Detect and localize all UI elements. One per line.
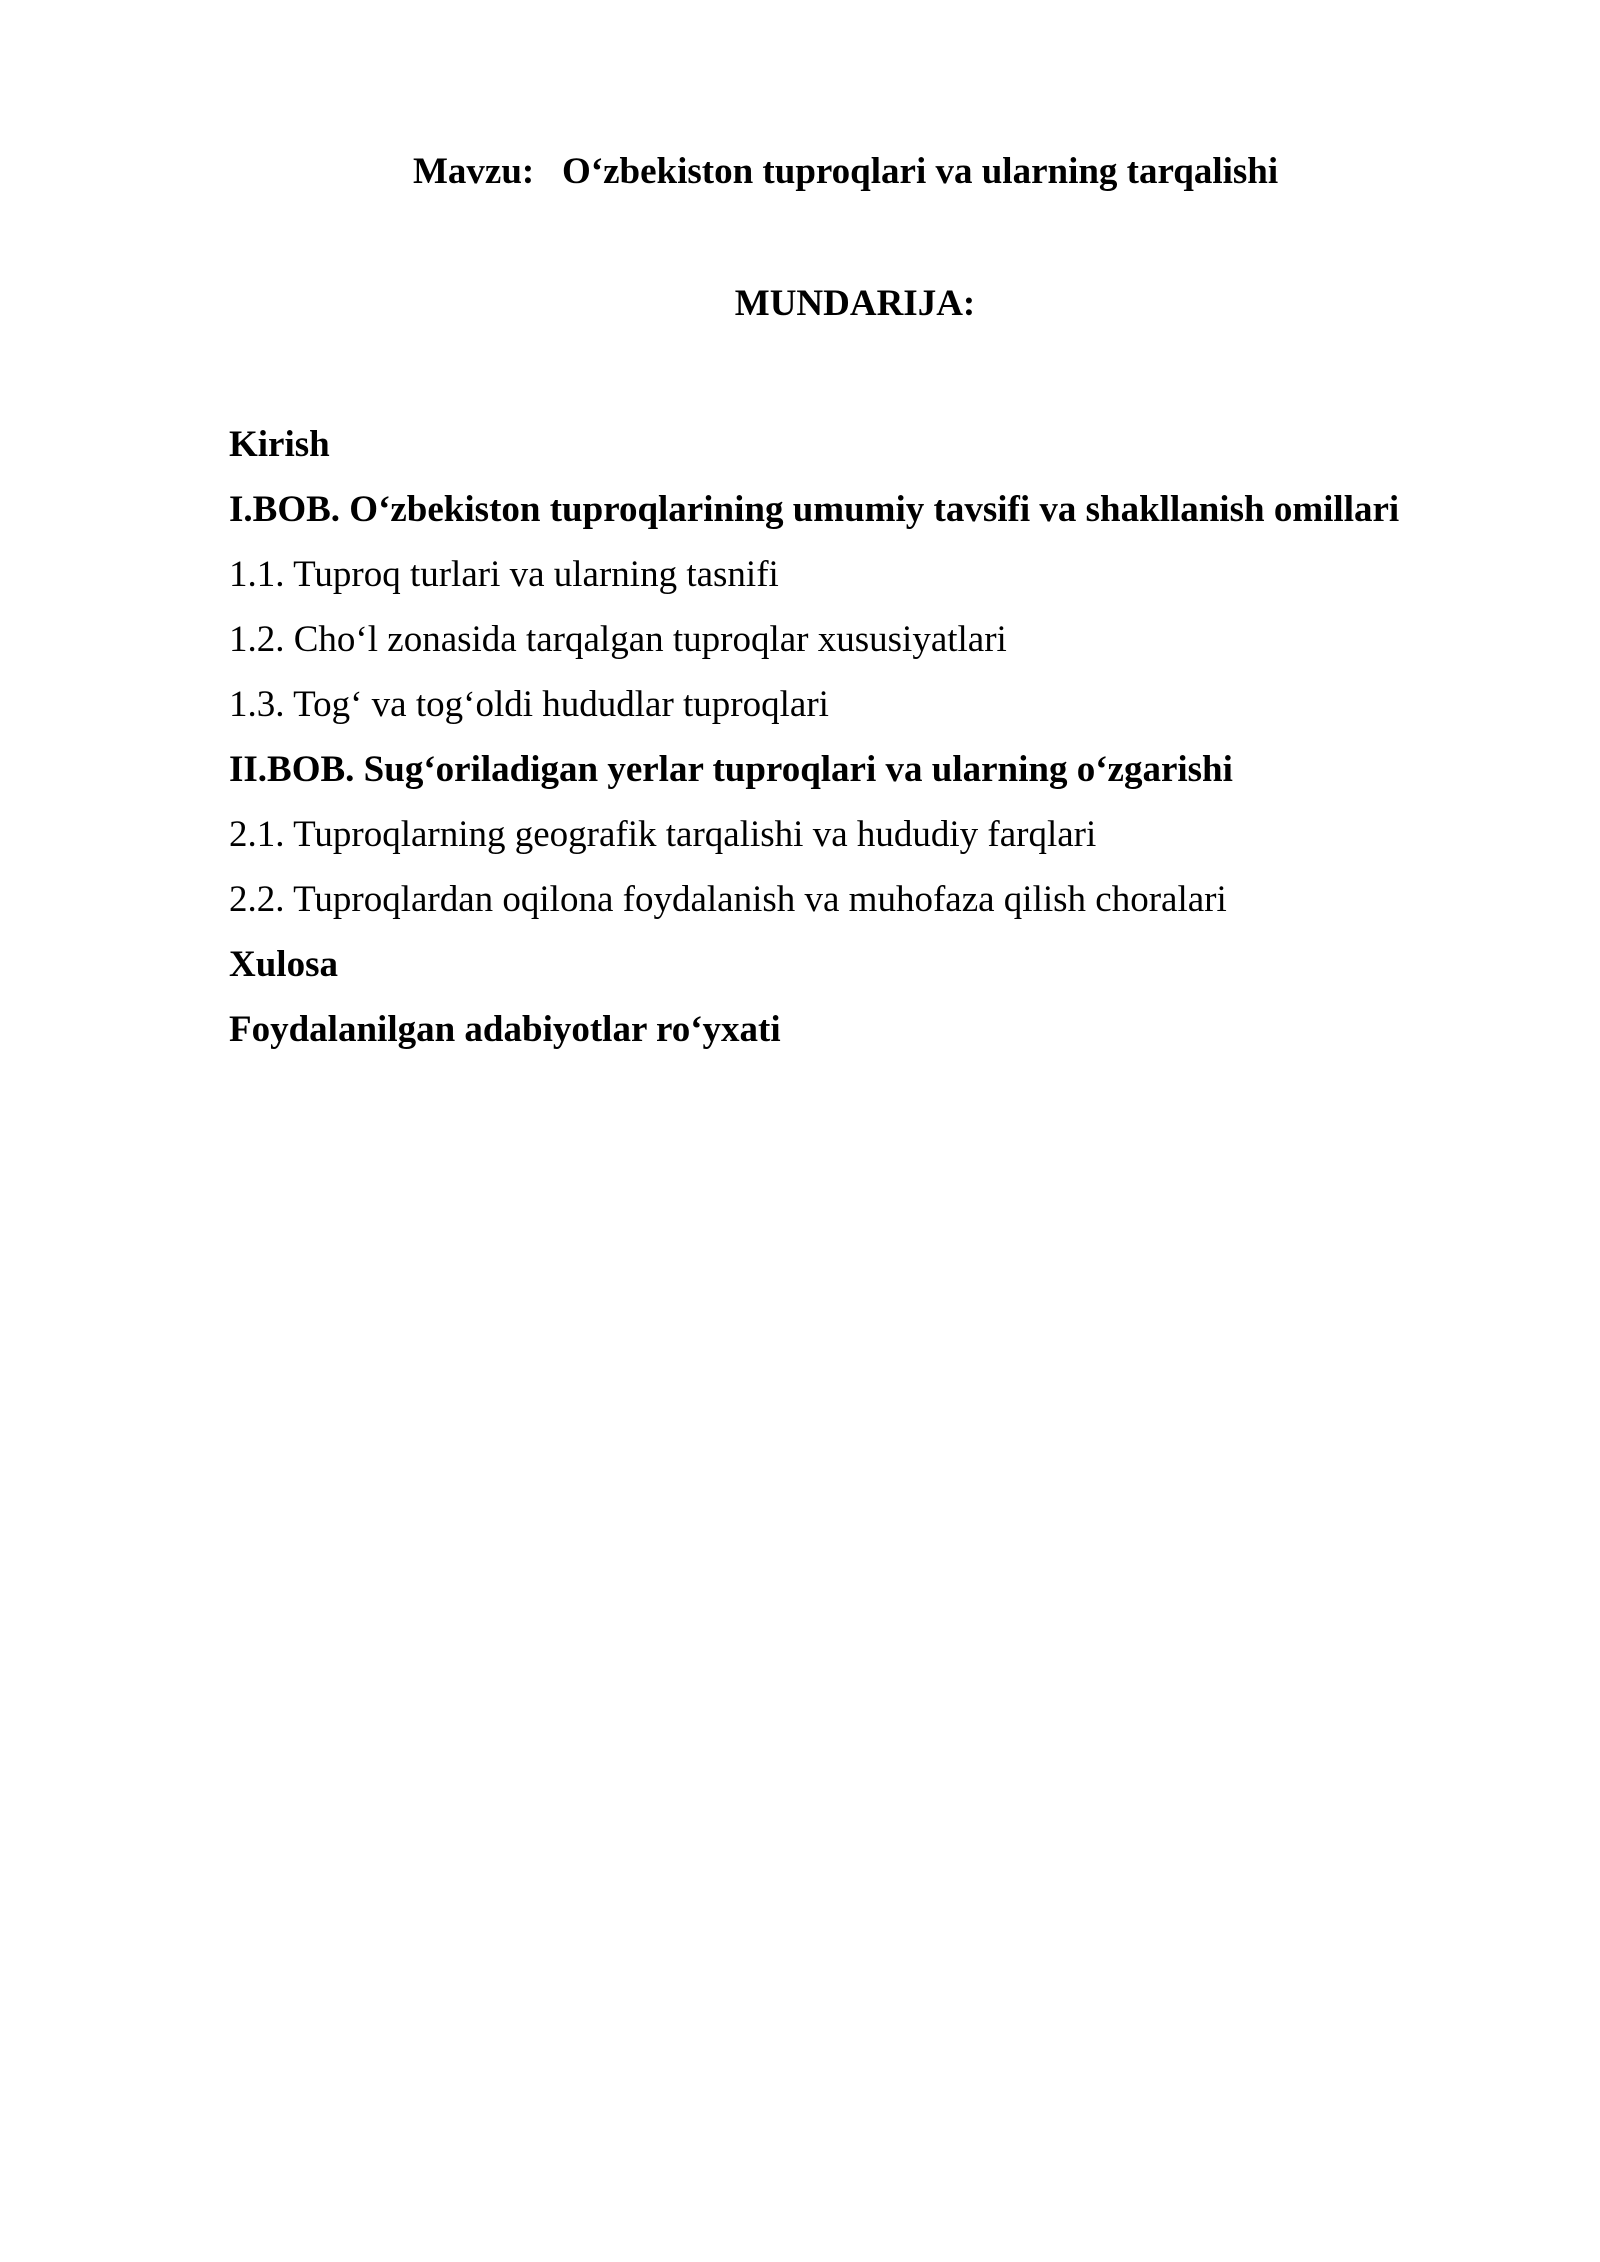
topic-line <box>413 150 1278 194</box>
table-of-contents <box>229 412 1399 1062</box>
toc-item: Xulosa <box>229 944 338 985</box>
topic-label: Mavzu: <box>413 151 535 192</box>
topic-title: O‘zbekiston tuproqlari va ularning tarqalishi <box>562 151 1279 192</box>
toc-item: II.BOB. Sug‘oriladigan yerlar tuproqlari va ularning o‘zgarishi <box>229 749 1233 790</box>
toc-item: 2.1. Tuproqlarning geografik tarqalishi va hududiy farqlari <box>229 814 1097 855</box>
toc-item: Kirish <box>229 424 330 465</box>
toc-item: 2.2. Tuproqlardan oqilona foydalanish va muhofaza qilish choralari <box>229 879 1227 920</box>
toc-heading: MUNDARIJA: <box>734 283 976 324</box>
toc-item: 1.3. Tog‘ va tog‘oldi hududlar tuproqlari <box>229 684 829 725</box>
toc-item: Foydalanilgan adabiyotlar ro‘yxati <box>229 1009 781 1050</box>
toc-item: I.BOB. O‘zbekiston tuproqlarining umumiy tavsifi va shakllanish omillari <box>229 489 1400 530</box>
toc-item: 1.1. Tuproq turlari va ularning tasnifi <box>229 554 779 595</box>
toc-item: 1.2. Cho‘l zonasida tarqalgan tuproqlar xususiyatlari <box>229 619 1007 660</box>
